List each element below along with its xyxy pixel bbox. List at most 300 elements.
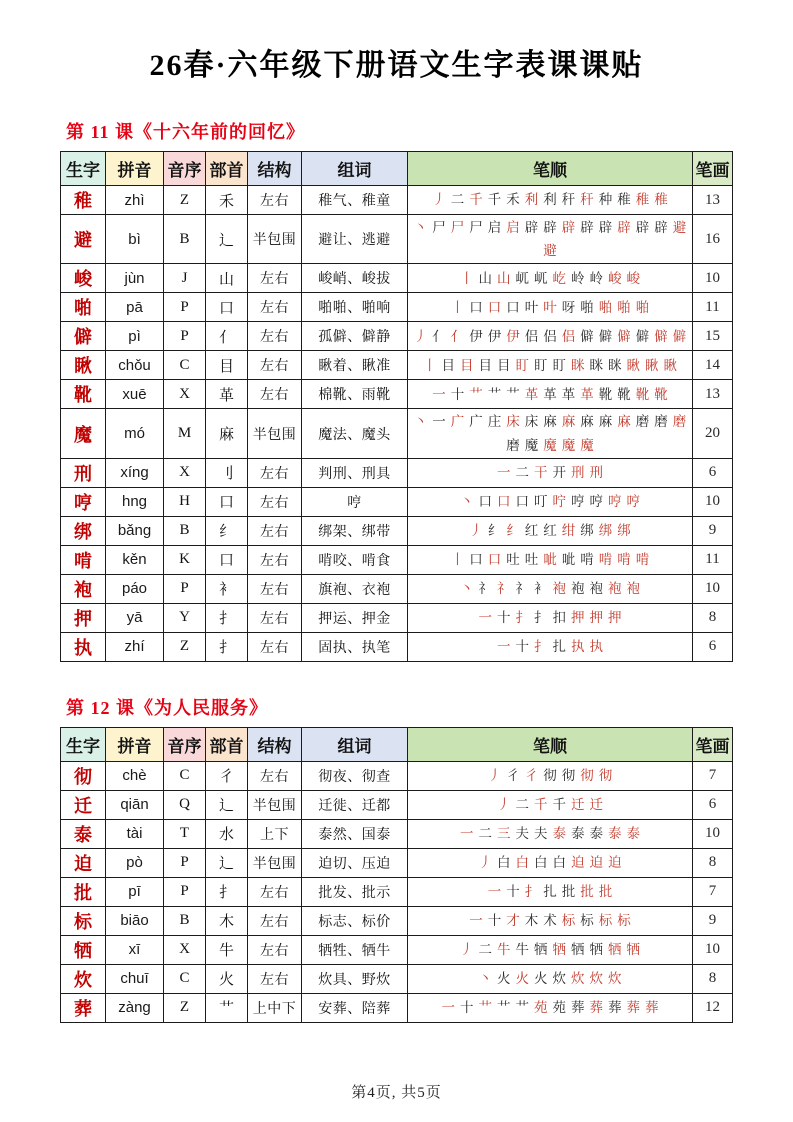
cell-words: 啪啪、啪响 bbox=[302, 293, 408, 322]
cell-stroke-order bbox=[408, 458, 693, 487]
table-row bbox=[61, 993, 733, 1022]
stroke-step: 迫 bbox=[589, 855, 603, 871]
col-header-structure: 结构 bbox=[248, 152, 302, 186]
stroke-step: 丿 bbox=[413, 328, 428, 344]
cell-stroke-count: 10 bbox=[693, 574, 733, 603]
stroke-step: 口 bbox=[478, 494, 492, 510]
stroke-step: 岭 bbox=[571, 270, 585, 286]
stroke-step: 十 bbox=[497, 610, 511, 626]
stroke-step: 火 bbox=[497, 971, 511, 987]
stroke-step: 盯 bbox=[534, 357, 548, 373]
stroke-step: 靴 bbox=[598, 386, 613, 402]
stroke-step: 批 bbox=[561, 884, 576, 900]
stroke-step: 彻 bbox=[561, 768, 576, 784]
cell-pinyin: bǎng bbox=[106, 516, 164, 545]
stroke-step: 迁 bbox=[589, 797, 603, 813]
cell-structure: 左右 bbox=[248, 632, 302, 661]
stroke-step: 绑 bbox=[617, 523, 631, 539]
stroke-step: 二 bbox=[478, 942, 492, 958]
stroke-step: 丿 bbox=[432, 192, 446, 208]
stroke-step: 葬 bbox=[608, 1000, 622, 1016]
cell-structure: 左右 bbox=[248, 380, 302, 409]
stroke-step: 辟 bbox=[524, 220, 539, 235]
cell-stroke-order bbox=[408, 293, 693, 322]
stroke-step: 二 bbox=[450, 192, 465, 208]
cell-pinyin: pò bbox=[106, 848, 164, 877]
cell-stroke-count: 13 bbox=[693, 380, 733, 409]
stroke-step: 侣 bbox=[561, 328, 576, 344]
stroke-step: 袍 bbox=[626, 581, 640, 597]
cell-stroke-count: 8 bbox=[693, 964, 733, 993]
stroke-step: 扌 bbox=[534, 639, 548, 655]
stroke-step: 叶 bbox=[524, 299, 539, 315]
cell-character: 绑 bbox=[61, 516, 106, 545]
stroke-step: 屹 bbox=[552, 270, 566, 286]
stroke-step: 扌 bbox=[524, 884, 539, 900]
stroke-step: 丿 bbox=[478, 855, 492, 871]
stroke-step: 辟 bbox=[543, 220, 557, 235]
stroke-step: 刑 bbox=[589, 465, 603, 481]
table-row bbox=[61, 458, 733, 487]
cell-words: 啃咬、啃食 bbox=[302, 545, 408, 574]
cell-alphabetical-order: Z bbox=[164, 632, 206, 661]
cell-character: 刑 bbox=[61, 458, 106, 487]
cell-stroke-count: 7 bbox=[693, 761, 733, 790]
col-header-stroke-count: 笔画 bbox=[693, 727, 733, 761]
cell-character: 僻 bbox=[61, 322, 106, 351]
cell-stroke-order bbox=[408, 516, 693, 545]
cell-alphabetical-order: C bbox=[164, 761, 206, 790]
table-row bbox=[61, 964, 733, 993]
stroke-step: 袍 bbox=[552, 581, 566, 597]
cell-radical: 山 bbox=[206, 264, 248, 293]
stroke-step: 扣 bbox=[552, 610, 566, 626]
stroke-step: 丨 bbox=[460, 270, 474, 286]
stroke-step: 伊 bbox=[506, 328, 520, 344]
cell-words: 迁徙、迁都 bbox=[302, 790, 408, 819]
cell-alphabetical-order: Y bbox=[164, 603, 206, 632]
stroke-step: 批 bbox=[580, 884, 594, 900]
stroke-step: 袍 bbox=[608, 581, 622, 597]
cell-words: 牺牲、牺牛 bbox=[302, 935, 408, 964]
cell-structure: 左右 bbox=[248, 545, 302, 574]
cell-stroke-count: 12 bbox=[693, 993, 733, 1022]
cell-character: 迁 bbox=[61, 790, 106, 819]
stroke-step: 炊 bbox=[571, 971, 585, 987]
stroke-step: 一 bbox=[469, 913, 483, 929]
cell-stroke-count: 11 bbox=[693, 545, 733, 574]
table-row bbox=[61, 351, 733, 380]
cell-alphabetical-order: T bbox=[164, 819, 206, 848]
cell-character: 押 bbox=[61, 603, 106, 632]
stroke-step: 艹 bbox=[497, 1000, 511, 1016]
stroke-step: 避 bbox=[543, 243, 557, 259]
stroke-step: 避 bbox=[672, 220, 687, 235]
stroke-step: 啃 bbox=[617, 552, 631, 568]
stroke-step: 瞅 bbox=[663, 357, 677, 373]
stroke-step: 峻 bbox=[608, 270, 622, 286]
stroke-step: 纟 bbox=[487, 523, 502, 539]
cell-pinyin: xuē bbox=[106, 380, 164, 409]
cell-stroke-count: 8 bbox=[693, 848, 733, 877]
stroke-step: 丨 bbox=[450, 299, 465, 315]
stroke-step: 秆 bbox=[561, 192, 576, 208]
cell-structure: 上下 bbox=[248, 819, 302, 848]
cell-words: 棉靴、雨靴 bbox=[302, 380, 408, 409]
stroke-step: 泰 bbox=[626, 826, 640, 842]
cell-character: 袍 bbox=[61, 574, 106, 603]
stroke-step: 啪 bbox=[635, 299, 650, 315]
stroke-step: 十 bbox=[460, 1000, 474, 1016]
stroke-step: 尸 bbox=[469, 220, 483, 235]
stroke-step: 绑 bbox=[598, 523, 613, 539]
cell-radical: 辶 bbox=[206, 215, 248, 264]
stroke-step: 刑 bbox=[571, 465, 585, 481]
stroke-step: 苑 bbox=[552, 1000, 566, 1016]
stroke-step: 牺 bbox=[626, 942, 640, 958]
stroke-step: 啃 bbox=[598, 552, 613, 568]
cell-structure: 半包围 bbox=[248, 409, 302, 458]
stroke-step: 麻 bbox=[580, 414, 594, 430]
stroke-step: 磨 bbox=[654, 414, 668, 430]
cell-stroke-count: 8 bbox=[693, 603, 733, 632]
cell-alphabetical-order: J bbox=[164, 264, 206, 293]
cell-pinyin: yā bbox=[106, 603, 164, 632]
stroke-step: 彻 bbox=[598, 768, 613, 784]
cell-stroke-order bbox=[408, 487, 693, 516]
cell-stroke-count: 16 bbox=[693, 215, 733, 264]
stroke-step: 啃 bbox=[635, 552, 650, 568]
stroke-step: 彳 bbox=[506, 768, 520, 784]
stroke-step: 呲 bbox=[543, 552, 557, 568]
col-header-alphabetical-order: 音序 bbox=[164, 152, 206, 186]
stroke-step: 炊 bbox=[589, 971, 603, 987]
stroke-step: 一 bbox=[432, 386, 446, 402]
stroke-step: 白 bbox=[497, 855, 511, 871]
cell-stroke-order bbox=[408, 848, 693, 877]
stroke-step: 麻 bbox=[543, 414, 557, 430]
table-row bbox=[61, 322, 733, 351]
cell-pinyin: pī bbox=[106, 877, 164, 906]
col-header-alphabetical-order: 音序 bbox=[164, 727, 206, 761]
lesson-section-11 bbox=[60, 118, 736, 662]
stroke-step: 口 bbox=[487, 299, 502, 315]
cell-radical: 口 bbox=[206, 487, 248, 516]
stroke-step: 袍 bbox=[589, 581, 603, 597]
cell-radical: 辶 bbox=[206, 848, 248, 877]
stroke-step: 押 bbox=[571, 610, 585, 626]
stroke-step: 押 bbox=[589, 610, 603, 626]
stroke-step: 一 bbox=[487, 884, 502, 900]
stroke-step: 彳 bbox=[524, 768, 539, 784]
col-header-character: 生字 bbox=[61, 152, 106, 186]
stroke-step: 十 bbox=[487, 913, 502, 929]
stroke-step: 扌 bbox=[515, 610, 529, 626]
stroke-step: 哼 bbox=[608, 494, 622, 510]
stroke-step: 哼 bbox=[589, 494, 603, 510]
cell-alphabetical-order: X bbox=[164, 458, 206, 487]
cell-words: 泰然、国泰 bbox=[302, 819, 408, 848]
col-header-structure: 结构 bbox=[248, 727, 302, 761]
stroke-step: 麻 bbox=[561, 414, 576, 430]
cell-radical: 扌 bbox=[206, 632, 248, 661]
stroke-step: 眯 bbox=[571, 357, 585, 373]
cell-pinyin: tài bbox=[106, 819, 164, 848]
stroke-step: 牛 bbox=[515, 942, 529, 958]
cell-stroke-order bbox=[408, 380, 693, 409]
stroke-step: 口 bbox=[469, 299, 483, 315]
cell-alphabetical-order: P bbox=[164, 848, 206, 877]
table-row bbox=[61, 293, 733, 322]
stroke-step: 僻 bbox=[580, 328, 594, 344]
stroke-step: 亻 bbox=[450, 328, 465, 344]
col-header-pinyin: 拼音 bbox=[106, 727, 164, 761]
cell-radical: 纟 bbox=[206, 516, 248, 545]
stroke-step: 丶 bbox=[413, 220, 428, 235]
stroke-step: 术 bbox=[543, 913, 557, 929]
cell-character: 葬 bbox=[61, 993, 106, 1022]
table-row bbox=[61, 380, 733, 409]
stroke-step: 呀 bbox=[561, 299, 576, 315]
stroke-step: 葬 bbox=[626, 1000, 640, 1016]
table-row bbox=[61, 186, 733, 215]
stroke-step: 吐 bbox=[524, 552, 539, 568]
col-header-radical: 部首 bbox=[206, 152, 248, 186]
stroke-step: 靴 bbox=[617, 386, 631, 402]
cell-alphabetical-order: B bbox=[164, 516, 206, 545]
stroke-step: 迫 bbox=[608, 855, 622, 871]
cell-words: 批发、批示 bbox=[302, 877, 408, 906]
stroke-step: 一 bbox=[460, 826, 474, 842]
cell-structure: 左右 bbox=[248, 516, 302, 545]
stroke-step: 僻 bbox=[635, 328, 650, 344]
cell-stroke-count: 9 bbox=[693, 906, 733, 935]
stroke-step: 牺 bbox=[552, 942, 566, 958]
stroke-step: 丨 bbox=[423, 357, 437, 373]
stroke-step: 磨 bbox=[635, 414, 650, 430]
stroke-step: 利 bbox=[524, 192, 539, 208]
stroke-step: 伊 bbox=[469, 328, 483, 344]
cell-alphabetical-order: Z bbox=[164, 993, 206, 1022]
stroke-step: 辟 bbox=[580, 220, 594, 235]
cell-pinyin: qiān bbox=[106, 790, 164, 819]
stroke-step: 十 bbox=[515, 639, 529, 655]
stroke-step: 执 bbox=[589, 639, 603, 655]
stroke-step: 磨 bbox=[506, 437, 520, 453]
stroke-step: 魔 bbox=[524, 437, 539, 453]
stroke-step: 床 bbox=[506, 414, 520, 430]
stroke-step: 丶 bbox=[478, 971, 492, 987]
cell-pinyin: jùn bbox=[106, 264, 164, 293]
cell-pinyin: mó bbox=[106, 409, 164, 458]
cell-stroke-count: 7 bbox=[693, 877, 733, 906]
stroke-step: 革 bbox=[580, 386, 594, 402]
stroke-step: 干 bbox=[534, 465, 548, 481]
stroke-step: 扌 bbox=[534, 610, 548, 626]
stroke-step: 白 bbox=[552, 855, 566, 871]
cell-pinyin: xī bbox=[106, 935, 164, 964]
stroke-step: 瞅 bbox=[626, 357, 640, 373]
cell-structure: 左右 bbox=[248, 322, 302, 351]
cell-words: 绑架、绑带 bbox=[302, 516, 408, 545]
cell-character: 稚 bbox=[61, 186, 106, 215]
table-row bbox=[61, 264, 733, 293]
cell-stroke-order bbox=[408, 322, 693, 351]
stroke-step: 一 bbox=[497, 465, 511, 481]
cell-radical: 艹 bbox=[206, 993, 248, 1022]
cell-stroke-order bbox=[408, 761, 693, 790]
stroke-step: 辟 bbox=[635, 220, 650, 235]
cell-pinyin: kěn bbox=[106, 545, 164, 574]
stroke-step: 啪 bbox=[598, 299, 613, 315]
stroke-step: 艹 bbox=[469, 386, 483, 402]
col-header-character: 生字 bbox=[61, 727, 106, 761]
stroke-step: 哼 bbox=[626, 494, 640, 510]
cell-pinyin: páo bbox=[106, 574, 164, 603]
cell-stroke-order bbox=[408, 264, 693, 293]
table-row bbox=[61, 574, 733, 603]
cell-character: 标 bbox=[61, 906, 106, 935]
cell-stroke-count: 20 bbox=[693, 409, 733, 458]
stroke-step: 口 bbox=[487, 552, 502, 568]
stroke-step: 口 bbox=[497, 494, 511, 510]
cell-radical: 革 bbox=[206, 380, 248, 409]
stroke-step: 牺 bbox=[571, 942, 585, 958]
stroke-step: 炊 bbox=[608, 971, 622, 987]
cell-alphabetical-order: P bbox=[164, 877, 206, 906]
stroke-step: 辟 bbox=[561, 220, 576, 235]
cell-words: 孤僻、僻静 bbox=[302, 322, 408, 351]
cell-stroke-count: 6 bbox=[693, 632, 733, 661]
lesson-section-12 bbox=[60, 694, 736, 1023]
cell-stroke-order bbox=[408, 935, 693, 964]
cell-structure: 半包围 bbox=[248, 848, 302, 877]
cell-character: 哼 bbox=[61, 487, 106, 516]
cell-pinyin: zhì bbox=[106, 186, 164, 215]
cell-pinyin: bì bbox=[106, 215, 164, 264]
stroke-step: 二 bbox=[515, 797, 529, 813]
stroke-step: 执 bbox=[571, 639, 585, 655]
cell-radical: 扌 bbox=[206, 877, 248, 906]
cell-alphabetical-order: K bbox=[164, 545, 206, 574]
stroke-step: 丶 bbox=[460, 581, 474, 597]
stroke-step: 扎 bbox=[543, 884, 557, 900]
stroke-step: 革 bbox=[524, 386, 539, 402]
cell-stroke-order bbox=[408, 877, 693, 906]
stroke-step: 二 bbox=[515, 465, 529, 481]
cell-radical: 辶 bbox=[206, 790, 248, 819]
stroke-step: 泰 bbox=[608, 826, 622, 842]
stroke-step: 靴 bbox=[654, 386, 668, 402]
stroke-step: 稚 bbox=[654, 192, 668, 208]
stroke-step: 牺 bbox=[589, 942, 603, 958]
stroke-step: 丿 bbox=[460, 942, 474, 958]
cell-radical: 亻 bbox=[206, 322, 248, 351]
stroke-step: 哼 bbox=[571, 494, 585, 510]
table-row bbox=[61, 935, 733, 964]
stroke-step: 绀 bbox=[561, 523, 576, 539]
col-header-words: 组词 bbox=[302, 152, 408, 186]
cell-structure: 左右 bbox=[248, 964, 302, 993]
stroke-step: 十 bbox=[506, 884, 520, 900]
cell-stroke-order bbox=[408, 351, 693, 380]
stroke-step: 艹 bbox=[478, 1000, 492, 1016]
stroke-step: 屼 bbox=[534, 270, 548, 286]
stroke-step: 启 bbox=[506, 220, 520, 235]
cell-alphabetical-order: C bbox=[164, 351, 206, 380]
cell-alphabetical-order: P bbox=[164, 293, 206, 322]
lesson-heading-11: 第 11 课《十六年前的回忆》 bbox=[66, 122, 306, 142]
table-row bbox=[61, 819, 733, 848]
table-row bbox=[61, 215, 733, 264]
cell-stroke-count: 9 bbox=[693, 516, 733, 545]
cell-stroke-order bbox=[408, 906, 693, 935]
cell-radical: 木 bbox=[206, 906, 248, 935]
stroke-step: 夫 bbox=[534, 826, 548, 842]
stroke-step: 啪 bbox=[580, 299, 594, 315]
stroke-step: 眯 bbox=[608, 357, 622, 373]
cell-pinyin: pā bbox=[106, 293, 164, 322]
cell-words: 彻夜、彻查 bbox=[302, 761, 408, 790]
stroke-step: 魔 bbox=[580, 437, 594, 453]
stroke-step: 盯 bbox=[515, 357, 529, 373]
table-row bbox=[61, 603, 733, 632]
stroke-step: 亻 bbox=[432, 328, 446, 344]
stroke-step: 标 bbox=[561, 913, 576, 929]
cell-character: 批 bbox=[61, 877, 106, 906]
stroke-step: 彻 bbox=[580, 768, 594, 784]
stroke-step: 艹 bbox=[487, 386, 502, 402]
stroke-step: 庄 bbox=[487, 414, 502, 430]
stroke-step: 目 bbox=[460, 357, 474, 373]
stroke-step: 啪 bbox=[617, 299, 631, 315]
stroke-step: 僻 bbox=[672, 328, 687, 344]
stroke-step: 瞅 bbox=[645, 357, 659, 373]
cell-words: 标志、标价 bbox=[302, 906, 408, 935]
stroke-step: 白 bbox=[515, 855, 529, 871]
stroke-step: 泰 bbox=[571, 826, 585, 842]
cell-words: 稚气、稚童 bbox=[302, 186, 408, 215]
cell-radical: 麻 bbox=[206, 409, 248, 458]
col-header-stroke-order: 笔顺 bbox=[408, 727, 693, 761]
stroke-step: 丶 bbox=[460, 494, 474, 510]
col-header-words: 组词 bbox=[302, 727, 408, 761]
header-row bbox=[61, 727, 733, 761]
col-header-stroke-order: 笔顺 bbox=[408, 152, 693, 186]
stroke-step: 丿 bbox=[469, 523, 483, 539]
stroke-step: 叶 bbox=[543, 299, 557, 315]
stroke-step: 艹 bbox=[506, 386, 520, 402]
table-row bbox=[61, 761, 733, 790]
cell-structure: 左右 bbox=[248, 351, 302, 380]
stroke-step: 葬 bbox=[571, 1000, 585, 1016]
cell-structure: 左右 bbox=[248, 906, 302, 935]
cell-character: 迫 bbox=[61, 848, 106, 877]
stroke-step: 绑 bbox=[580, 523, 594, 539]
stroke-step: 眯 bbox=[589, 357, 603, 373]
stroke-step: 十 bbox=[450, 386, 465, 402]
stroke-step: 口 bbox=[506, 299, 520, 315]
stroke-step: 口 bbox=[515, 494, 529, 510]
cell-radical: 禾 bbox=[206, 186, 248, 215]
stroke-step: 千 bbox=[534, 797, 548, 813]
stroke-step: 牺 bbox=[534, 942, 548, 958]
cell-stroke-order bbox=[408, 632, 693, 661]
table-row bbox=[61, 487, 733, 516]
cell-alphabetical-order: Q bbox=[164, 790, 206, 819]
cell-radical: 牛 bbox=[206, 935, 248, 964]
cell-radical: 火 bbox=[206, 964, 248, 993]
